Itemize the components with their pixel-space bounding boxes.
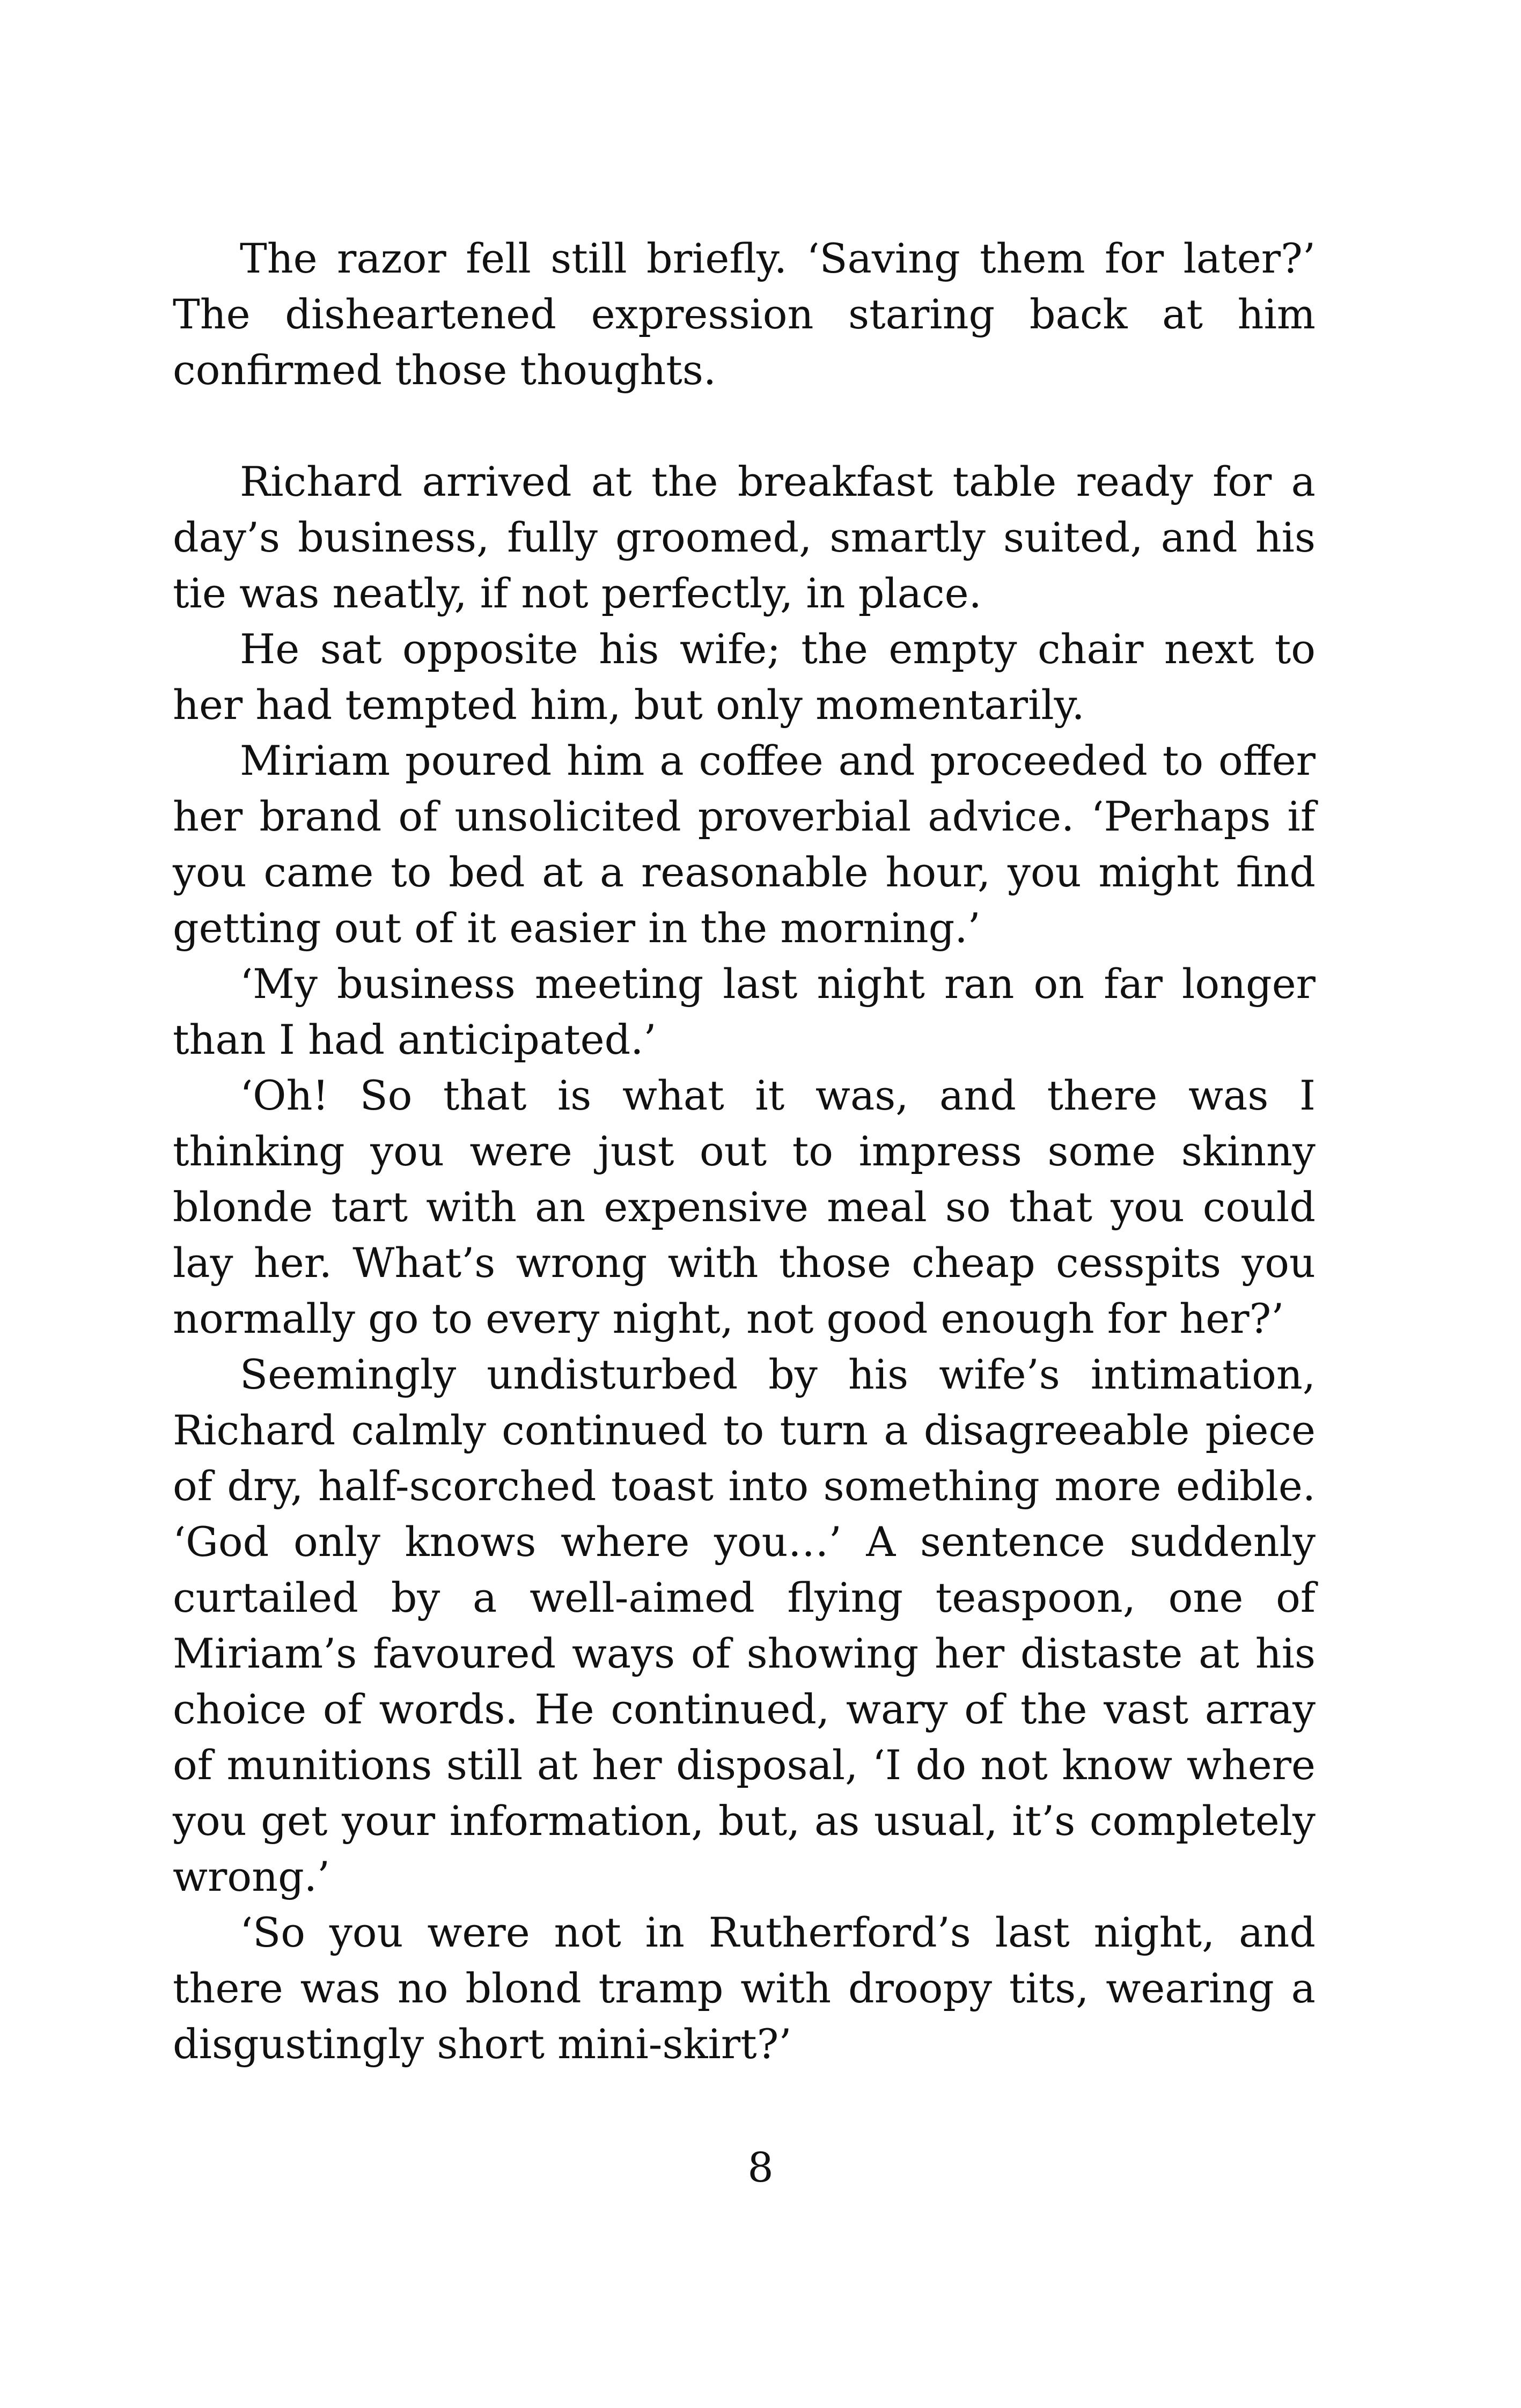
paragraph: ‘Oh! So that is what it was, and there was I thinking you were just out to impress some skinny blonde tart with an expensive meal so that you could lay her. What’s wrong with those cheap cesspits you normally go to every night, not good enough for her?’ bbox=[173, 1071, 1316, 1342]
page-number: 8 bbox=[747, 2143, 774, 2191]
paragraph: ‘My business meeting last night ran on far longer than I had anticipated.’ bbox=[173, 960, 1316, 1063]
paragraph: He sat opposite his wife; the empty chair next to her had tempted him, but only momentarily. bbox=[173, 625, 1316, 729]
paragraph: ‘So you were not in Rutherford’s last night, and there was no blond tramp with droopy tits, wearing a disgustingly short mini-skirt?’ bbox=[173, 1908, 1316, 2068]
paragraph: The razor fell still briefly. ‘Saving them for later?’ The disheartened expression staring back at him confirmed those thoughts. bbox=[173, 234, 1316, 394]
paragraph: Richard arrived at the breakfast table ready for a day’s business, fully groomed, smartly suited, and his tie was neatly, if not perfectly, in place. bbox=[173, 458, 1316, 617]
paragraph: Miriam poured him a coffee and proceeded to offer her brand of unsolicited proverbial advice. ‘Perhaps if you came to bed at a reasonable hour, you might find getting out of it easier in the morning.’ bbox=[173, 737, 1316, 952]
body-text bbox=[173, 231, 1316, 2072]
paragraph: Seemingly undisturbed by his wife’s intimation, Richard calmly continued to turn a disagreeable piece of dry, half-scorched toast into something more edible. ‘God only knows where you…’ A sentence suddenly curtailed by a well-aimed flying teaspoon, one of Miriam’s favoured ways of showing her distaste at his choice of words. He continued, wary of the vast array of munitions still at her disposal, ‘I do not know where you get your information, but, as usual, it’s completely wrong.’ bbox=[173, 1350, 1316, 1900]
